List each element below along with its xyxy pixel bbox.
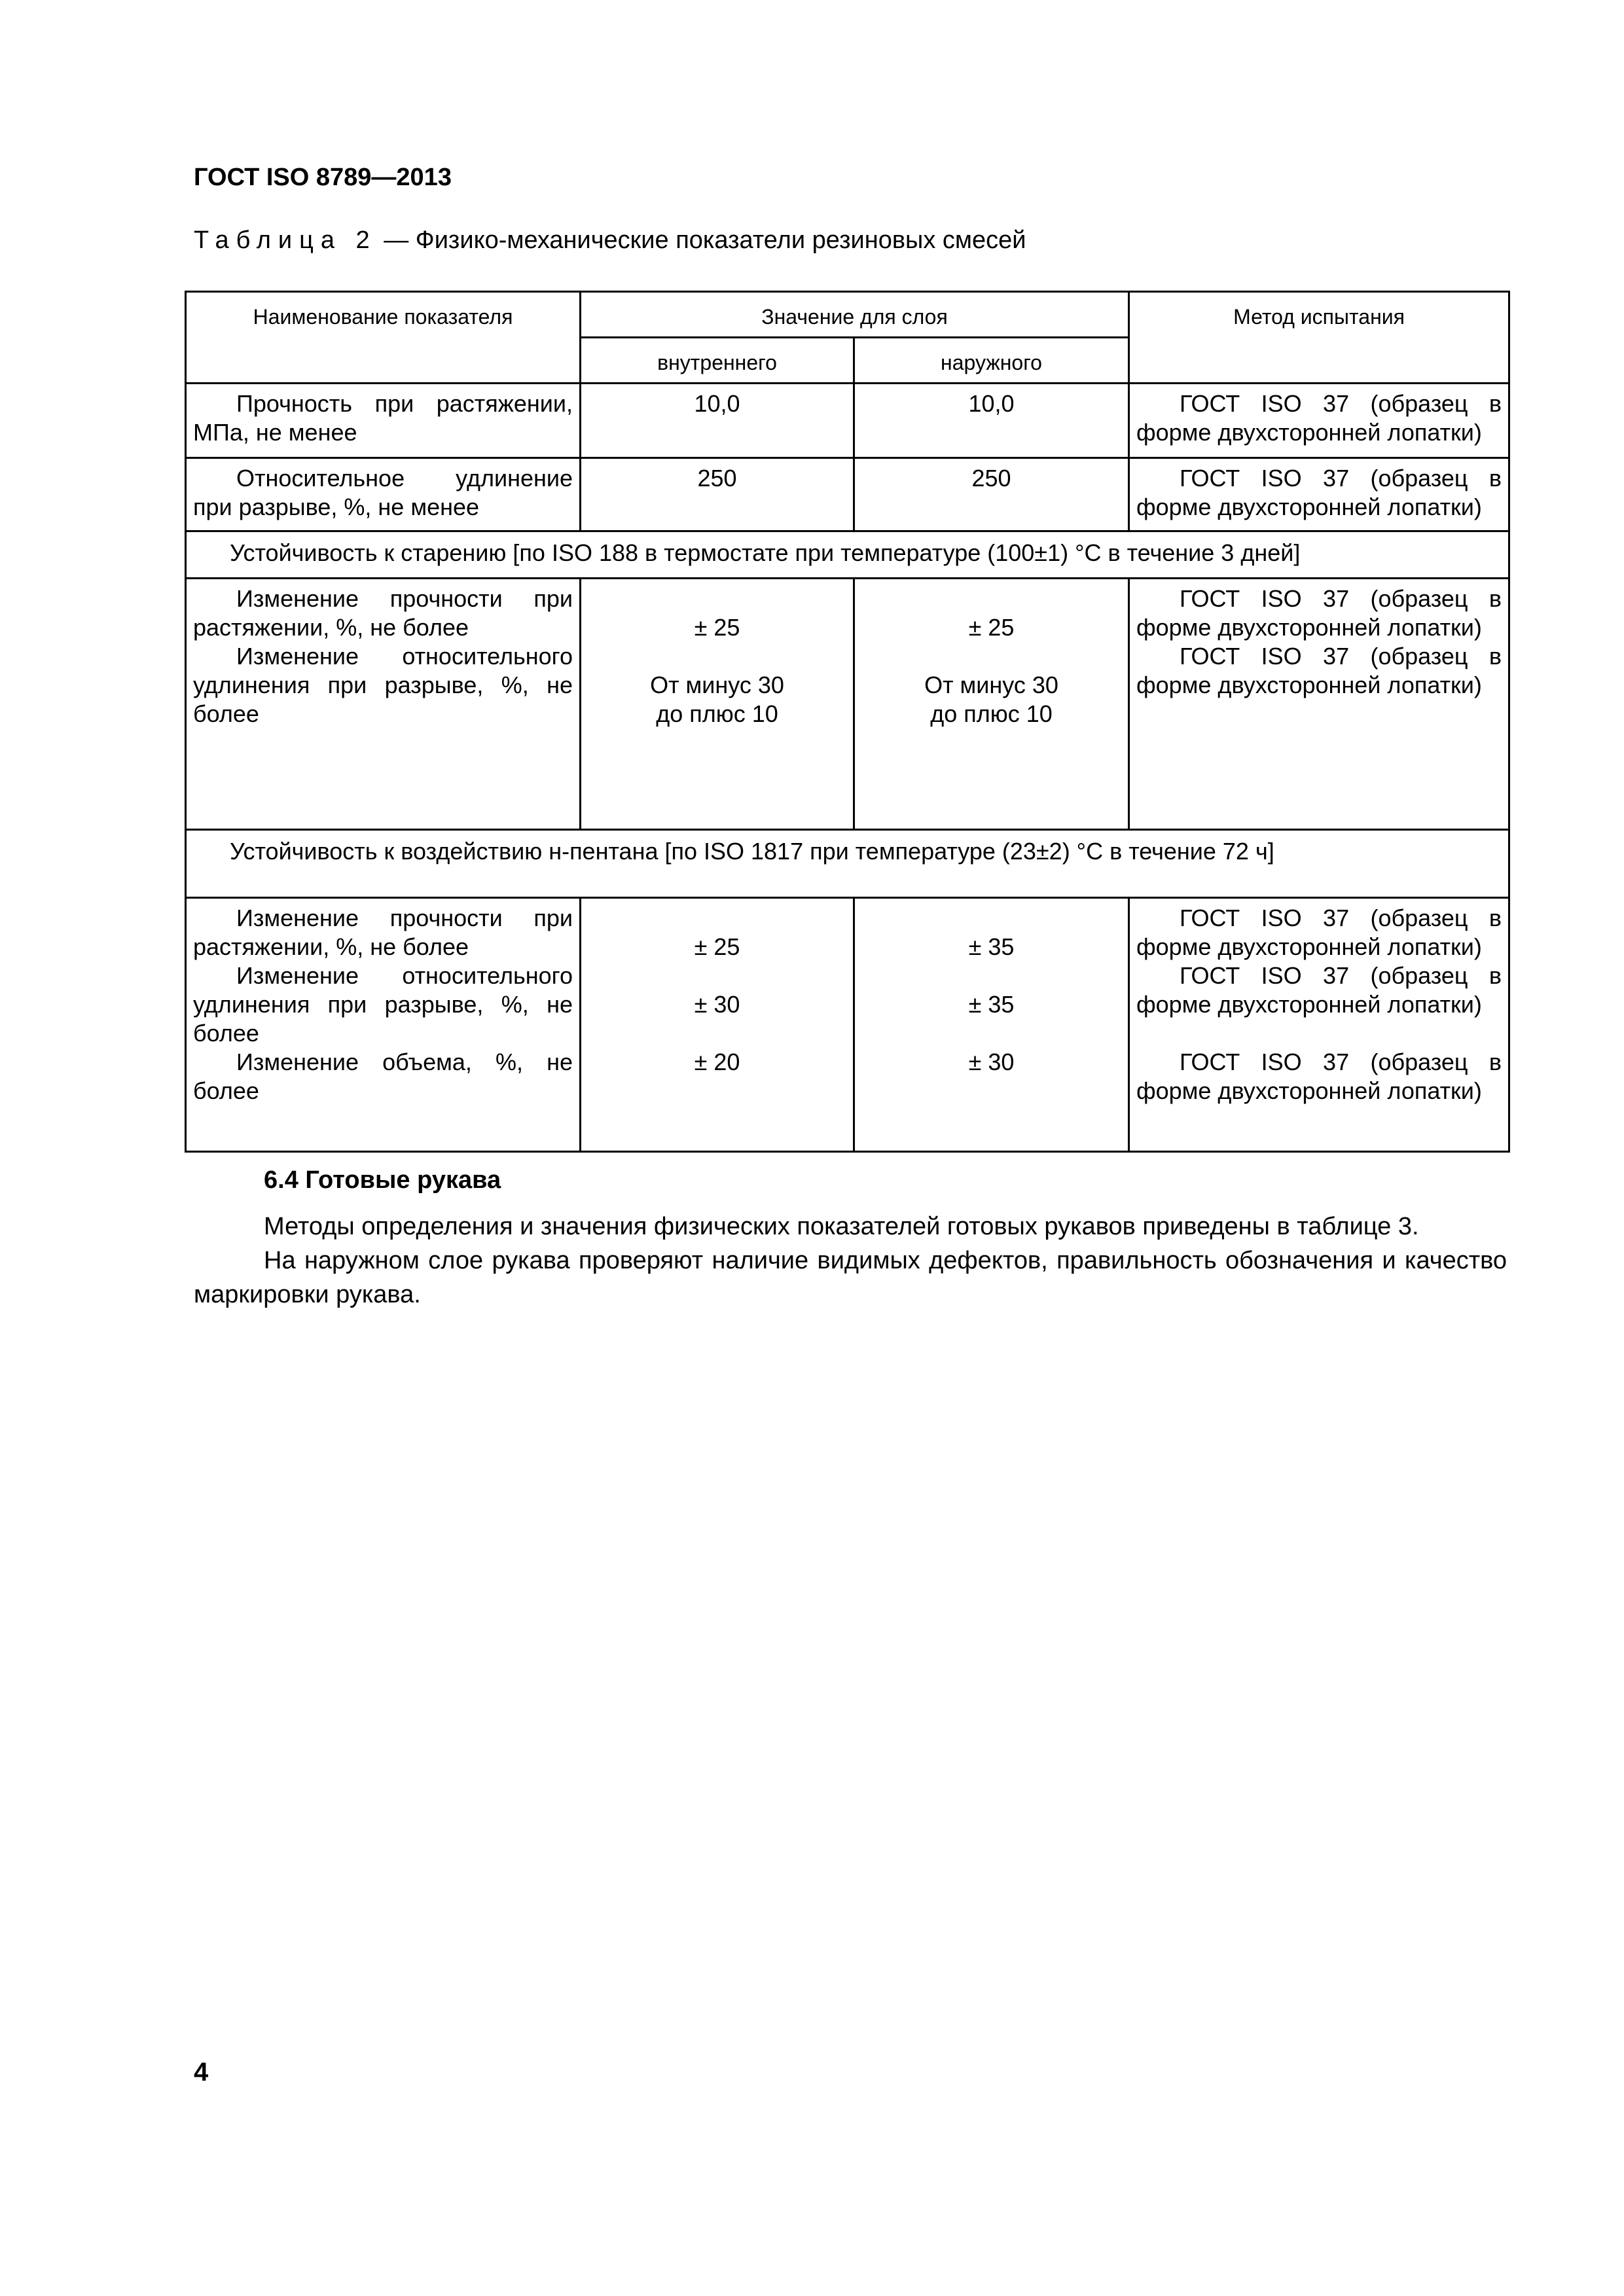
- pentane-title: Устойчивость к воздействию н-пентана [по ISO 1817 при температуре (23±2) °С в течение 72 ч]: [230, 838, 1274, 865]
- row-name-cell: [186, 384, 581, 458]
- paragraph: На наружном слое рукава проверяют наличие видимых дефектов, правильность обозначения и качество маркировки рукава.: [194, 1247, 1507, 1308]
- value-text: ± 30: [968, 1049, 1015, 1075]
- method-line: ГОСТ ISO 37 (образец в: [1180, 390, 1502, 417]
- aging-name-cell: [186, 579, 581, 830]
- table-header: [185, 291, 1510, 384]
- paragraph: Методы определения и значения физических показателей готовых рукавов приведены в таблице 3.: [264, 1213, 1419, 1240]
- table-body: [185, 382, 1510, 1153]
- pentane-outer-values: [854, 898, 1129, 1152]
- table-row: [186, 898, 1509, 1152]
- method-line: форме двухсторонней лопатки): [1136, 933, 1482, 960]
- pentane-name-cell: [186, 898, 581, 1152]
- method-line: форме двухсторонней лопатки): [1136, 614, 1482, 641]
- method-line: ГОСТ ISO 37 (образец в: [1180, 962, 1502, 989]
- row-name-line: растяжении, %, не более: [193, 614, 469, 641]
- section-body: [194, 1210, 1507, 1312]
- aging-inner-values: [581, 579, 854, 830]
- row-name-line: Изменение относительного: [236, 962, 573, 989]
- method-line: ГОСТ ISO 37 (образец в: [1180, 585, 1502, 612]
- method-line: форме двухсторонней лопатки): [1136, 1077, 1482, 1104]
- value-text: до плюс 10: [656, 700, 778, 727]
- value-text: ± 25: [694, 614, 740, 641]
- pentane-title-cell: [186, 830, 1509, 898]
- value-text: ± 35: [968, 933, 1015, 960]
- column-header-method: Метод испытания: [1129, 292, 1509, 384]
- table-caption-label: Таблица 2: [194, 226, 377, 254]
- method-line: ГОСТ ISO 37 (образец в: [1180, 643, 1502, 670]
- row-name-line: Относительное удлинение: [236, 465, 573, 492]
- section-heading: 6.4 Готовые рукава: [264, 1166, 501, 1194]
- method-line: ГОСТ ISO 37 (образец в: [1180, 1049, 1502, 1075]
- value-text: 10,0: [694, 390, 740, 417]
- method-line: форме двухсторонней лопатки): [1136, 991, 1482, 1018]
- row-name-line: Прочность при растяжении,: [236, 390, 573, 417]
- row-inner-value: [581, 458, 854, 531]
- aging-outer-values: [854, 579, 1129, 830]
- row-name-line: Изменение прочности при: [236, 905, 573, 931]
- row-name-line: более: [193, 700, 259, 727]
- value-text: 250: [971, 465, 1011, 492]
- pentane-method-cell: [1129, 898, 1509, 1152]
- method-line: форме двухсторонней лопатки): [1136, 672, 1482, 698]
- row-name-line: удлинения при разрыве, %, не: [193, 672, 573, 698]
- row-name-line: Изменение относительного: [236, 643, 573, 670]
- table-row: [186, 458, 1509, 531]
- pentane-inner-values: [581, 898, 854, 1152]
- row-name-line: растяжении, %, не более: [193, 933, 469, 960]
- table-row: [186, 384, 1509, 458]
- section-row-pentane: [186, 830, 1509, 898]
- row-method-cell: [1129, 458, 1509, 531]
- row-name-line: при разрыве, %, не менее: [193, 493, 480, 520]
- page-number: 4: [194, 2058, 209, 2087]
- table-caption-text: — Физико-механические показатели резиновых смесей: [376, 226, 1026, 254]
- row-method-cell: [1129, 384, 1509, 458]
- column-header-value-group: Значение для слоя: [581, 292, 1129, 338]
- row-name-line: Изменение объема, %, не: [236, 1049, 573, 1075]
- value-text: до плюс 10: [930, 700, 1053, 727]
- row-name-line: удлинения при разрыве, %, не: [193, 991, 573, 1018]
- row-outer-value: [854, 458, 1129, 531]
- method-line: ГОСТ ISO 37 (образец в: [1180, 465, 1502, 492]
- method-line: форме двухсторонней лопатки): [1136, 493, 1482, 520]
- value-text: ± 25: [694, 933, 740, 960]
- row-name-line: МПа, не менее: [193, 419, 357, 446]
- value-text: ± 35: [968, 991, 1015, 1018]
- aging-title-cell: [186, 531, 1509, 579]
- value-text: 250: [697, 465, 737, 492]
- table-row: [186, 579, 1509, 830]
- aging-method-cell: [1129, 579, 1509, 830]
- value-text: ± 30: [694, 991, 740, 1018]
- column-header-name: Наименование показателя: [186, 292, 581, 384]
- value-text: От минус 30: [924, 672, 1058, 698]
- row-name-line: более: [193, 1020, 259, 1047]
- value-text: ± 25: [968, 614, 1015, 641]
- value-text: ± 20: [694, 1049, 740, 1075]
- method-line: ГОСТ ISO 37 (образец в: [1180, 905, 1502, 931]
- table-caption: [194, 226, 1026, 255]
- row-name-cell: [186, 458, 581, 531]
- method-line: форме двухсторонней лопатки): [1136, 419, 1482, 446]
- aging-title: Устойчивость к старению [по ISO 188 в термостате при температуре (100±1) °С в течение 3 дней]: [230, 539, 1301, 566]
- row-outer-value: [854, 384, 1129, 458]
- value-text: От минус 30: [650, 672, 784, 698]
- column-header-inner: внутреннего: [581, 338, 854, 384]
- row-name-line: Изменение прочности при: [236, 585, 573, 612]
- row-inner-value: [581, 384, 854, 458]
- row-name-line: более: [193, 1077, 259, 1104]
- standard-designation: ГОСТ ISO 8789—2013: [194, 164, 452, 191]
- column-header-outer: наружного: [854, 338, 1129, 384]
- value-text: 10,0: [968, 390, 1015, 417]
- section-row-aging: [186, 531, 1509, 579]
